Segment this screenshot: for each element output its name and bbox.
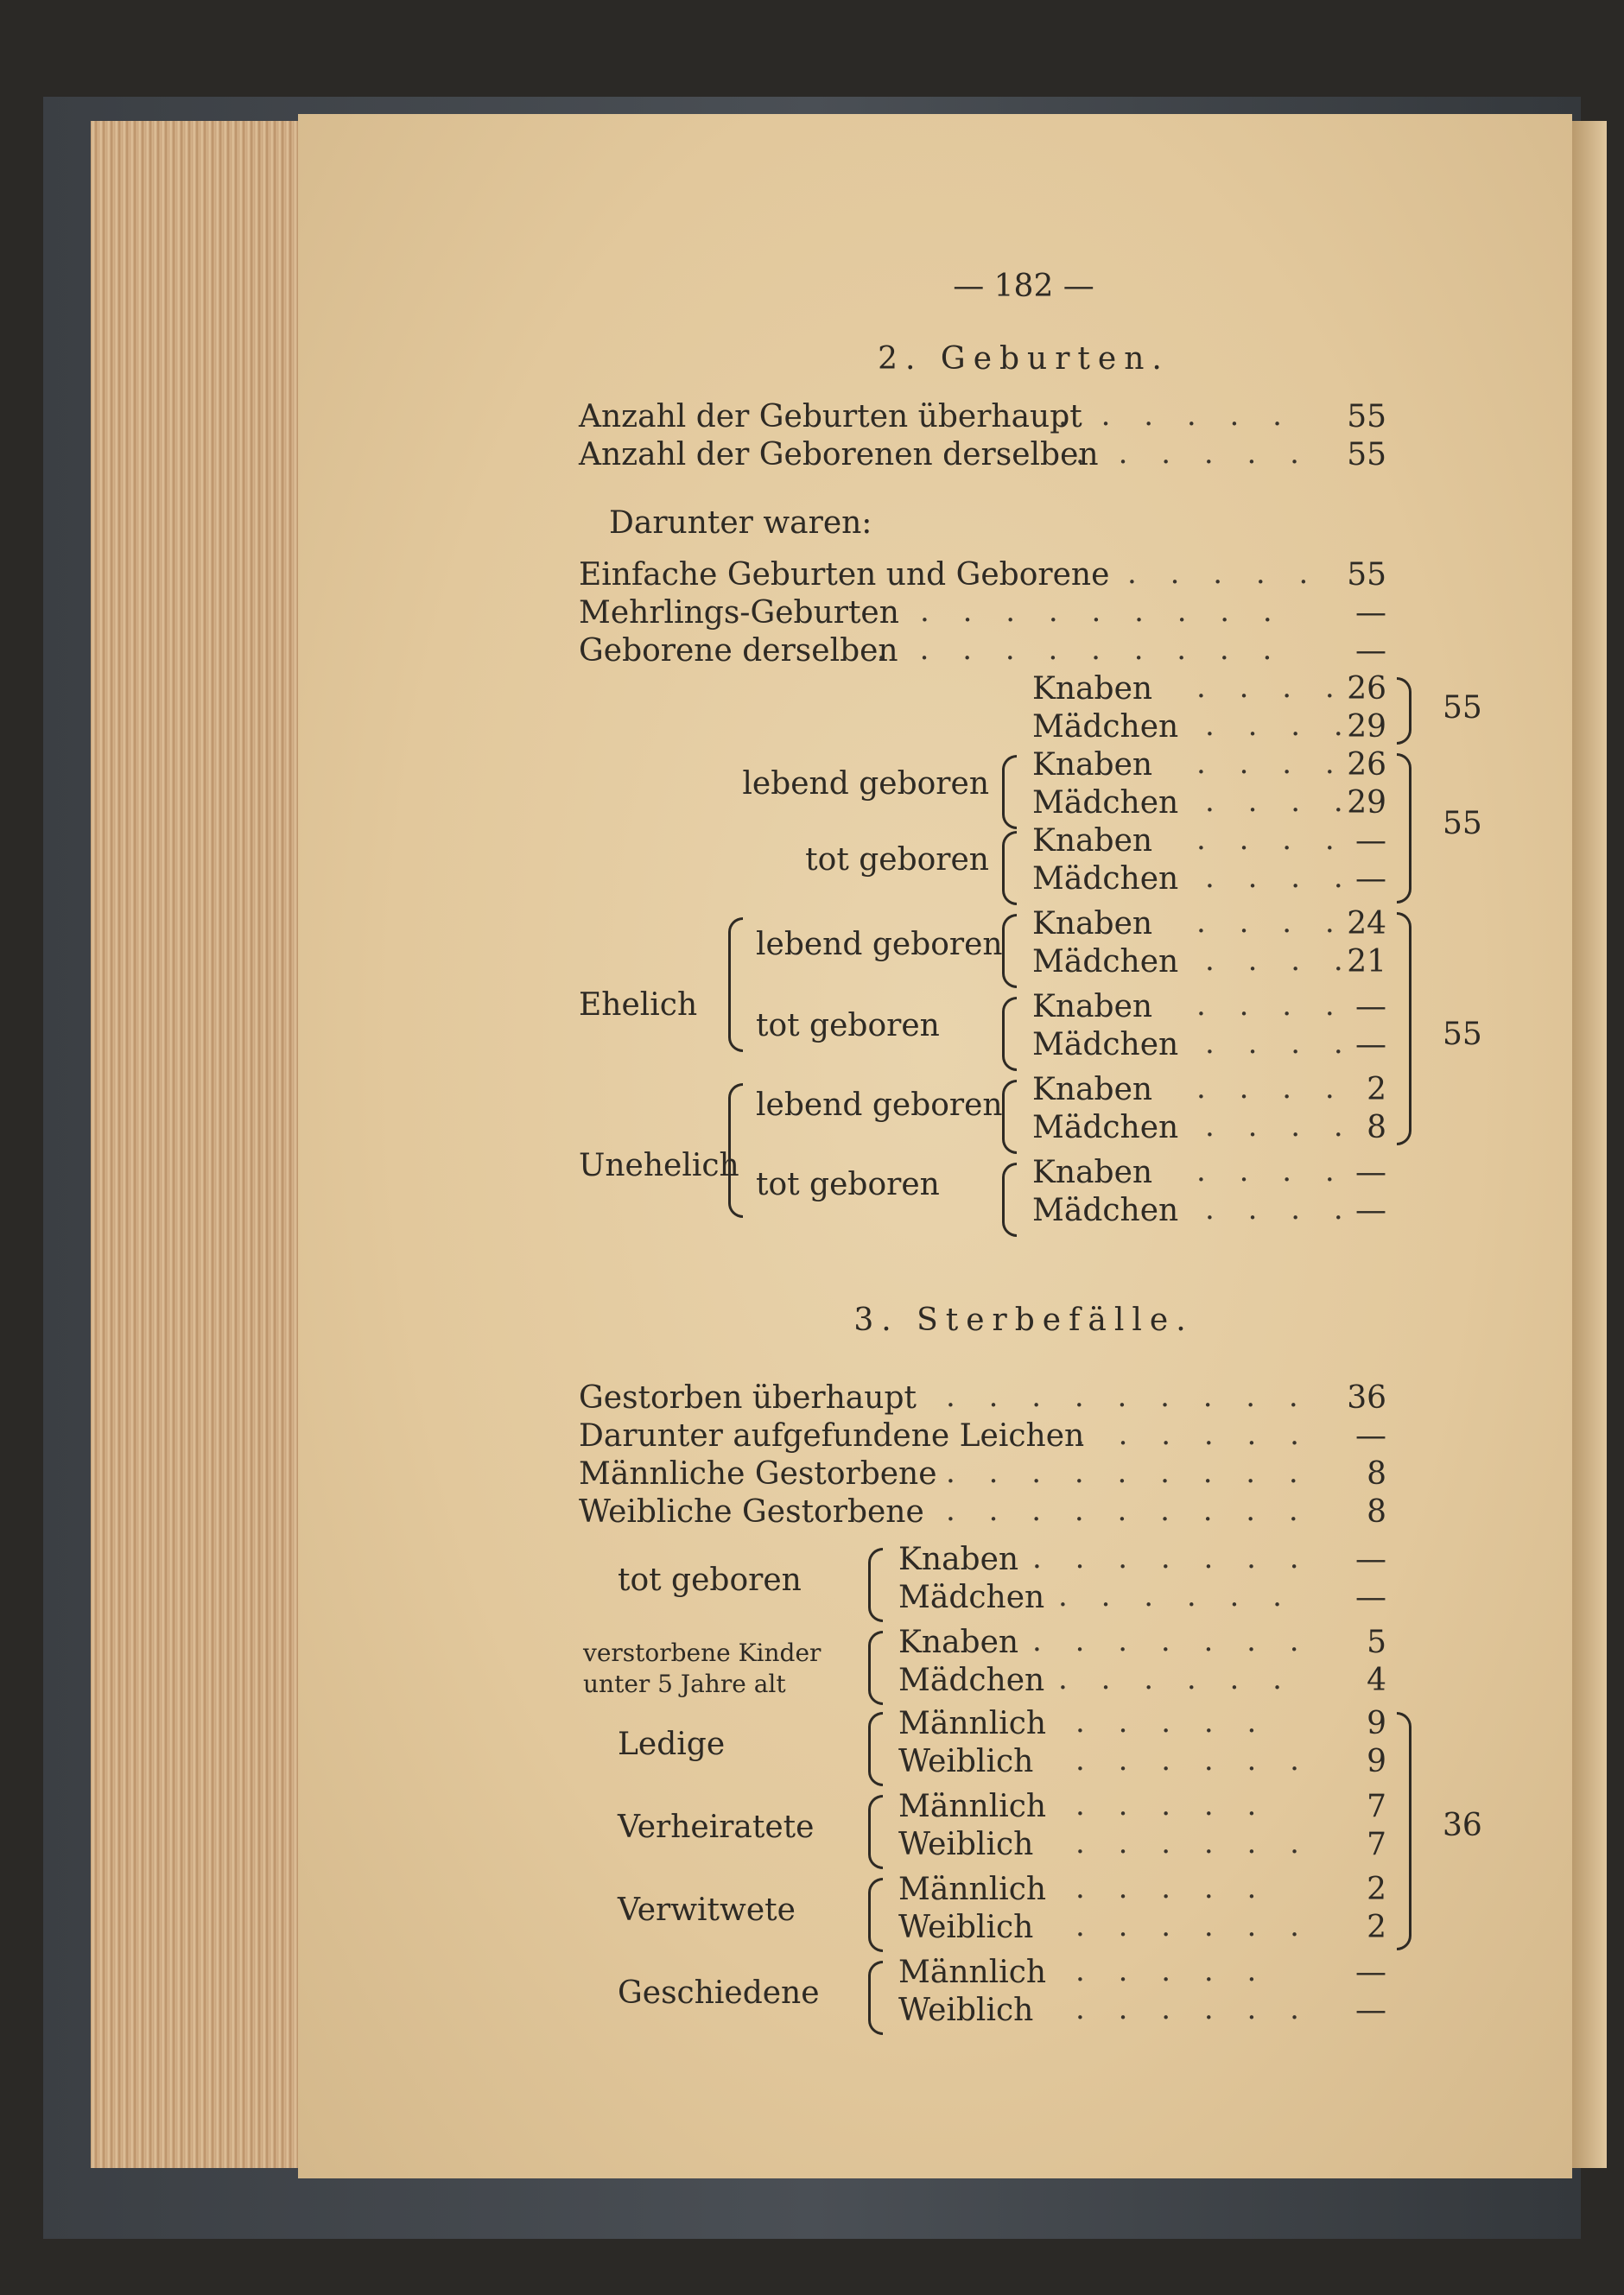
maedchen-value: 8 bbox=[1367, 1110, 1386, 1145]
leader-dots: . . . . . . bbox=[1058, 1662, 1294, 1696]
sum-value: 55 bbox=[1443, 1017, 1482, 1052]
left-brace bbox=[868, 1712, 883, 1786]
left-brace bbox=[868, 1631, 883, 1705]
knaben-value: — bbox=[1355, 1542, 1386, 1577]
row-value: 8 bbox=[1367, 1494, 1386, 1530]
tot-label: tot geboren bbox=[805, 842, 989, 878]
left-brace bbox=[728, 917, 743, 1052]
maedchen-label: Mädchen bbox=[1032, 709, 1179, 745]
right-brace bbox=[1397, 912, 1411, 1145]
ehelich-label: Ehelich bbox=[579, 987, 698, 1023]
row-label: Darunter aufgefundene Leichen bbox=[579, 1418, 1085, 1454]
book-page bbox=[298, 114, 1572, 2178]
sum-value: 36 bbox=[1443, 1808, 1482, 1843]
page-edges bbox=[91, 121, 298, 2168]
maennlich-value: 7 bbox=[1367, 1789, 1386, 1824]
maedchen-label: Mädchen bbox=[1032, 1193, 1179, 1228]
lebend-label: lebend geboren bbox=[756, 1087, 1003, 1123]
maedchen-value: 4 bbox=[1367, 1663, 1386, 1698]
leader-dots: . . . . . . . bbox=[1032, 1541, 1311, 1575]
weiblich-label: Weiblich bbox=[898, 1827, 1034, 1862]
leader-dots: . . . . . . . bbox=[1032, 1624, 1311, 1658]
knaben-value: 26 bbox=[1347, 671, 1386, 707]
row-value: 55 bbox=[1347, 399, 1386, 434]
unehelich-label: Unehelich bbox=[579, 1148, 739, 1183]
lebend-label: lebend geboren bbox=[756, 927, 1003, 962]
maennlich-label: Männlich bbox=[898, 1872, 1047, 1907]
row-label: Einfache Geburten und Geborene bbox=[579, 557, 1110, 593]
weiblich-value: 7 bbox=[1367, 1827, 1386, 1862]
leader-dots: . . . . . . bbox=[1075, 1417, 1311, 1452]
maedchen-value: — bbox=[1355, 1580, 1386, 1615]
knaben-label: Knaben bbox=[898, 1542, 1019, 1577]
right-brace bbox=[1397, 753, 1411, 903]
knaben-label: Knaben bbox=[1032, 1072, 1153, 1107]
knaben-value: 24 bbox=[1347, 906, 1386, 941]
left-brace bbox=[1002, 831, 1017, 905]
leader-dots: . . . . bbox=[1196, 905, 1347, 940]
maedchen-label: Mädchen bbox=[1032, 861, 1179, 897]
left-brace bbox=[1002, 755, 1017, 829]
section-title-sterbefaelle: 3. Sterbefälle. bbox=[853, 1303, 1194, 1338]
knaben-label: Knaben bbox=[1032, 906, 1153, 941]
lebend-label: lebend geboren bbox=[742, 766, 989, 802]
leader-dots: . . . . bbox=[1205, 784, 1355, 819]
knaben-label: Knaben bbox=[1032, 823, 1153, 859]
maennlich-label: Männlich bbox=[898, 1955, 1047, 1990]
left-brace bbox=[868, 1878, 883, 1952]
leader-dots: . . . . bbox=[1205, 1109, 1355, 1144]
knaben-value: — bbox=[1355, 989, 1386, 1024]
maedchen-label: Mädchen bbox=[1032, 785, 1179, 821]
weiblich-value: — bbox=[1355, 1993, 1386, 2028]
leader-dots: . . . . . bbox=[1075, 1871, 1269, 1905]
geschiedene-label: Geschiedene bbox=[618, 1975, 820, 2011]
leader-dots: . . . . bbox=[1205, 860, 1355, 895]
row-value: 36 bbox=[1347, 1380, 1386, 1416]
sum-value: 55 bbox=[1443, 690, 1482, 726]
maedchen-label: Mädchen bbox=[1032, 1110, 1179, 1145]
tot-label: tot geboren bbox=[756, 1167, 940, 1202]
maedchen-label: Mädchen bbox=[1032, 1027, 1179, 1062]
leader-dots: . . . . bbox=[1205, 1192, 1355, 1227]
leader-dots: . . . . . . . . . bbox=[946, 1379, 1310, 1414]
left-brace bbox=[728, 1083, 743, 1218]
leader-dots: . . . . . . . . . . bbox=[877, 632, 1285, 667]
knaben-label: Knaben bbox=[1032, 747, 1153, 783]
knaben-label: Knaben bbox=[1032, 989, 1153, 1024]
leader-dots: . . . . . . bbox=[1075, 1909, 1311, 1943]
left-brace bbox=[868, 1961, 883, 2035]
row-value: 55 bbox=[1347, 437, 1386, 472]
maedchen-value: — bbox=[1355, 861, 1386, 897]
maennlich-value: — bbox=[1355, 1955, 1386, 1990]
leader-dots: . . . . bbox=[1205, 1026, 1355, 1061]
leader-dots: . . . . . . bbox=[1058, 1579, 1294, 1613]
row-value: 8 bbox=[1367, 1456, 1386, 1492]
maennlich-label: Männlich bbox=[898, 1706, 1047, 1741]
leader-dots: . . . . . . bbox=[1075, 436, 1311, 471]
maennlich-label: Männlich bbox=[898, 1789, 1047, 1824]
row-label: Weibliche Gestorbene bbox=[579, 1494, 924, 1530]
leader-dots: . . . . . . bbox=[1075, 1743, 1311, 1778]
weiblich-value: 2 bbox=[1367, 1910, 1386, 1945]
left-brace bbox=[868, 1795, 883, 1869]
row-value: — bbox=[1355, 1418, 1386, 1454]
row-label: Mehrlings-Geburten bbox=[579, 595, 899, 631]
section-title-geburten: 2. Geburten. bbox=[878, 341, 1170, 377]
row-label: Anzahl der Geburten überhaupt bbox=[579, 399, 1082, 434]
maennlich-value: 2 bbox=[1367, 1872, 1386, 1907]
maennlich-value: 9 bbox=[1367, 1706, 1386, 1741]
leader-dots: . . . . bbox=[1196, 1154, 1347, 1189]
row-value: — bbox=[1355, 595, 1386, 631]
row-label: Männliche Gestorbene bbox=[579, 1456, 937, 1492]
right-brace bbox=[1397, 677, 1411, 745]
verheiratete-label: Verheiratete bbox=[618, 1810, 815, 1845]
knaben-label: Knaben bbox=[1032, 671, 1153, 707]
knaben-label: Knaben bbox=[898, 1625, 1019, 1660]
tot-label: tot geboren bbox=[756, 1008, 940, 1043]
right-brace bbox=[1397, 1712, 1411, 1950]
weiblich-label: Weiblich bbox=[898, 1910, 1034, 1945]
leader-dots: . . . . . bbox=[1075, 1788, 1269, 1823]
maedchen-value: 21 bbox=[1347, 944, 1386, 979]
row-value: — bbox=[1355, 633, 1386, 669]
leader-dots: . . . . bbox=[1205, 708, 1355, 743]
leader-dots: . . . . bbox=[1196, 746, 1347, 781]
leader-dots: . . . . . . bbox=[1075, 1826, 1311, 1861]
left-brace bbox=[1002, 1080, 1017, 1154]
page-number: — 182 — bbox=[953, 269, 1094, 304]
maedchen-value: 29 bbox=[1347, 709, 1386, 745]
leader-dots: . . . . bbox=[1205, 943, 1355, 978]
knaben-value: — bbox=[1355, 1155, 1386, 1190]
left-brace bbox=[868, 1548, 883, 1622]
left-brace bbox=[1002, 1163, 1017, 1237]
leader-dots: . . . . . bbox=[1127, 556, 1321, 591]
knaben-value: 2 bbox=[1367, 1072, 1386, 1107]
verwitwete-label: Verwitwete bbox=[618, 1892, 796, 1928]
kinder-label-line2: unter 5 Jahre alt bbox=[583, 1670, 786, 1698]
knaben-value: — bbox=[1355, 823, 1386, 859]
maedchen-label: Mädchen bbox=[898, 1663, 1045, 1698]
row-label: Geborene derselben bbox=[579, 633, 898, 669]
leader-dots: . . . . . . . . . bbox=[920, 594, 1285, 629]
leader-dots: . . . . . bbox=[1075, 1954, 1269, 1988]
maedchen-label: Mädchen bbox=[898, 1580, 1045, 1615]
maedchen-value: — bbox=[1355, 1193, 1386, 1228]
leader-dots: . . . . bbox=[1196, 822, 1347, 857]
leader-dots: . . . . . bbox=[1075, 1705, 1269, 1740]
maedchen-value: 29 bbox=[1347, 785, 1386, 821]
left-brace bbox=[1002, 997, 1017, 1071]
leader-dots: . . . . . . bbox=[1075, 1992, 1311, 2026]
leader-dots: . . . . . . . . . bbox=[946, 1455, 1310, 1490]
maedchen-label: Mädchen bbox=[1032, 944, 1179, 979]
leader-dots: . . . . bbox=[1196, 1071, 1347, 1106]
sum-value: 55 bbox=[1443, 806, 1482, 841]
leader-dots: . . . . . . bbox=[1058, 398, 1294, 433]
row-label: Gestorben überhaupt bbox=[579, 1380, 917, 1416]
left-brace bbox=[1002, 914, 1017, 988]
row-value: 55 bbox=[1347, 557, 1386, 593]
subheading: Darunter waren: bbox=[609, 505, 872, 541]
kinder-label-line1: verstorbene Kinder bbox=[583, 1639, 822, 1667]
knaben-label: Knaben bbox=[1032, 1155, 1153, 1190]
weiblich-label: Weiblich bbox=[898, 1744, 1034, 1779]
maedchen-value: — bbox=[1355, 1027, 1386, 1062]
leader-dots: . . . . bbox=[1196, 988, 1347, 1023]
ledige-label: Ledige bbox=[618, 1727, 726, 1762]
tot-geboren-label: tot geboren bbox=[618, 1563, 802, 1598]
leader-dots: . . . . bbox=[1196, 670, 1347, 705]
knaben-value: 5 bbox=[1367, 1625, 1386, 1660]
row-label: Anzahl der Geborenen derselben bbox=[579, 437, 1099, 472]
weiblich-value: 9 bbox=[1367, 1744, 1386, 1779]
leader-dots: . . . . . . . . . bbox=[946, 1493, 1310, 1528]
weiblich-label: Weiblich bbox=[898, 1993, 1034, 2028]
facing-page-edge bbox=[1572, 121, 1607, 2168]
knaben-value: 26 bbox=[1347, 747, 1386, 783]
